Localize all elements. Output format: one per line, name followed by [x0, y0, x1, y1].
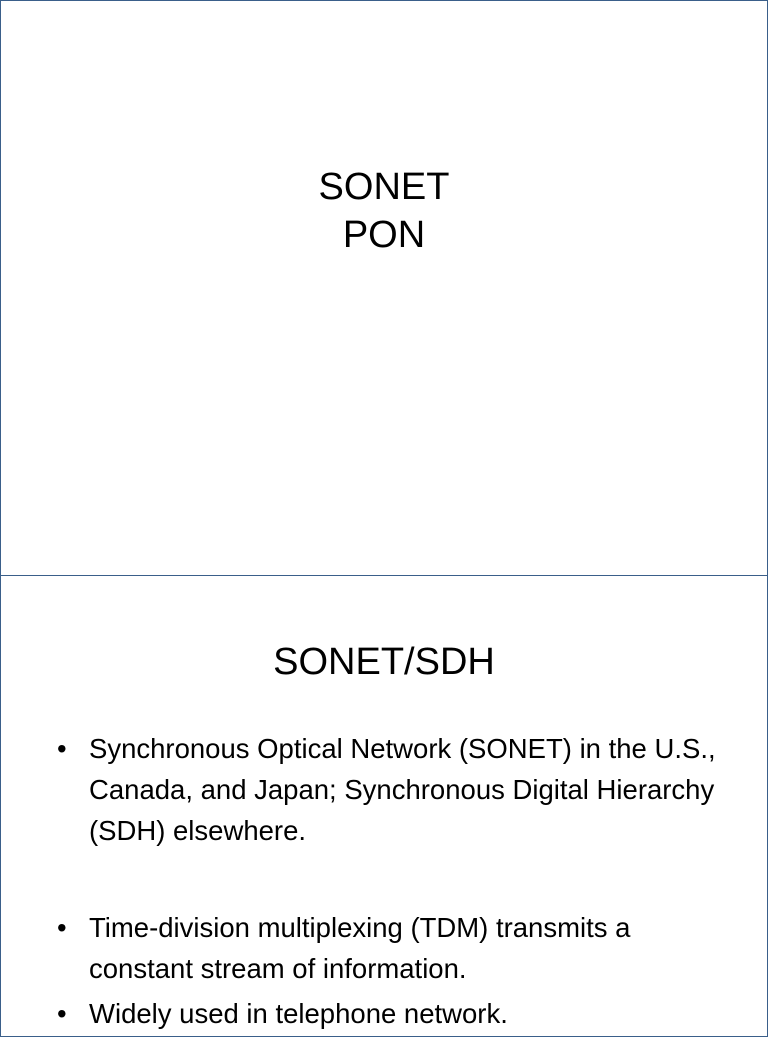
- slide-title-text: [1, 163, 767, 259]
- bullet-list: [57, 728, 727, 1034]
- title-line-sonet: SONET: [318, 166, 450, 208]
- bullet-item: [57, 993, 727, 1034]
- bullet-icon: •: [57, 912, 67, 943]
- bullet-icon: •: [57, 998, 67, 1029]
- bullet-text: Synchronous Optical Network (SONET) in the U.S., Canada, and Japan; Synchronous Digital Hierarchy (SDH) elsewhere.: [89, 733, 716, 846]
- slide-heading: SONET/SDH: [273, 641, 495, 683]
- bullet-text: Widely used in telephone network.: [89, 998, 508, 1029]
- title-line-pon: PON: [342, 214, 426, 256]
- bullet-icon: •: [57, 733, 67, 764]
- bullet-item: [57, 728, 727, 851]
- bullet-text: Time-division multiplexing (TDM) transmits a constant stream of information.: [89, 912, 631, 984]
- bullet-item: [57, 907, 727, 989]
- slide-sonet-sdh: [0, 575, 768, 1037]
